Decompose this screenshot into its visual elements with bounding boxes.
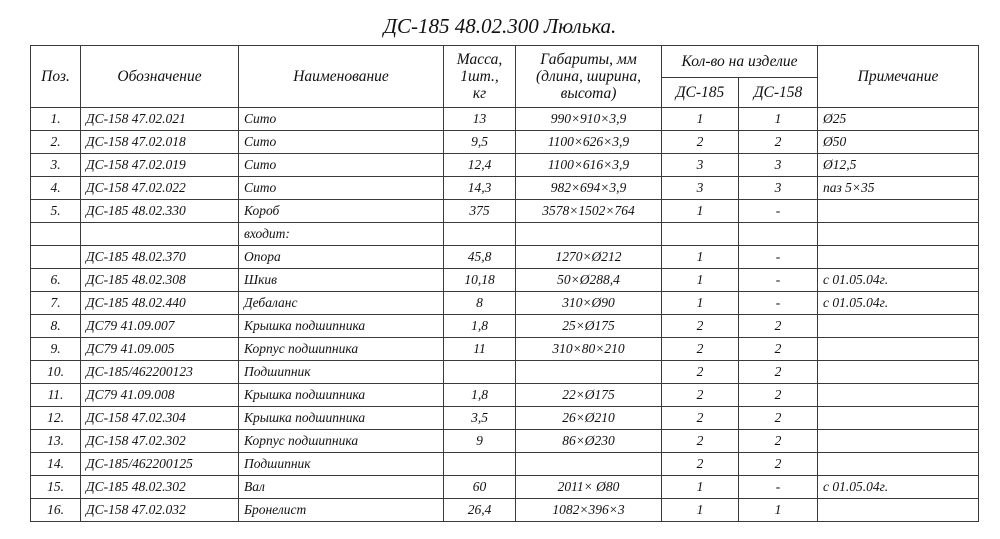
cell-mass: 375 bbox=[444, 200, 516, 223]
cell-qty-ds158: 2 bbox=[739, 361, 818, 384]
cell-pos: 8. bbox=[31, 315, 81, 338]
cell-name: Корпус подшипника bbox=[239, 430, 444, 453]
cell-pos: 16. bbox=[31, 499, 81, 522]
cell-dimensions: 3578×1502×764 bbox=[516, 200, 662, 223]
cell-note bbox=[818, 384, 979, 407]
cell-mass: 26,4 bbox=[444, 499, 516, 522]
cell-note bbox=[818, 200, 979, 223]
cell-qty-ds158: 3 bbox=[739, 177, 818, 200]
header-mass-line2: 1шт., bbox=[460, 68, 499, 85]
cell-name: Подшипник bbox=[239, 453, 444, 476]
cell-name: Сито bbox=[239, 108, 444, 131]
cell-mass: 14,3 bbox=[444, 177, 516, 200]
cell-qty-ds185: 2 bbox=[662, 131, 739, 154]
cell-mass: 8 bbox=[444, 292, 516, 315]
table-row bbox=[31, 384, 979, 407]
cell-name: Бронелист bbox=[239, 499, 444, 522]
cell-note bbox=[818, 315, 979, 338]
cell-mass: 60 bbox=[444, 476, 516, 499]
cell-dimensions: 1082×396×3 bbox=[516, 499, 662, 522]
cell-mass: 45,8 bbox=[444, 246, 516, 269]
cell-pos: 15. bbox=[31, 476, 81, 499]
cell-dimensions: 86×Ø230 bbox=[516, 430, 662, 453]
cell-note: Ø50 bbox=[818, 131, 979, 154]
cell-qty-ds185: 1 bbox=[662, 269, 739, 292]
table-row bbox=[31, 246, 979, 269]
cell-qty-ds185: 1 bbox=[662, 292, 739, 315]
cell-pos: 11. bbox=[31, 384, 81, 407]
table-body bbox=[31, 108, 979, 522]
cell-designation: ДС-185 48.02.330 bbox=[81, 200, 239, 223]
header-dims-line2: (длина, ширина, bbox=[536, 68, 641, 85]
cell-mass: 1,8 bbox=[444, 315, 516, 338]
cell-qty-ds158: 2 bbox=[739, 407, 818, 430]
cell-qty-ds185: 2 bbox=[662, 338, 739, 361]
cell-note: Ø25 bbox=[818, 108, 979, 131]
cell-designation: ДС-185/462200123 bbox=[81, 361, 239, 384]
cell-pos: 13. bbox=[31, 430, 81, 453]
cell-designation: ДС79 41.09.008 bbox=[81, 384, 239, 407]
cell-mass: 11 bbox=[444, 338, 516, 361]
cell-note bbox=[818, 407, 979, 430]
cell-dimensions: 1100×616×3,9 bbox=[516, 154, 662, 177]
table-row bbox=[31, 453, 979, 476]
header-qty-ds158: ДС-158 bbox=[739, 78, 818, 108]
cell-qty-ds185: 2 bbox=[662, 315, 739, 338]
parts-table bbox=[30, 45, 979, 522]
cell-dimensions: 310×Ø90 bbox=[516, 292, 662, 315]
cell-note: с 01.05.04г. bbox=[818, 292, 979, 315]
cell-designation: ДС-158 47.02.019 bbox=[81, 154, 239, 177]
cell-note bbox=[818, 430, 979, 453]
cell-qty-ds158: 2 bbox=[739, 453, 818, 476]
cell-pos: 7. bbox=[31, 292, 81, 315]
cell-dimensions: 990×910×3,9 bbox=[516, 108, 662, 131]
cell-dimensions: 982×694×3,9 bbox=[516, 177, 662, 200]
table-row bbox=[31, 430, 979, 453]
cell-mass bbox=[444, 223, 516, 246]
cell-pos: 2. bbox=[31, 131, 81, 154]
cell-dimensions bbox=[516, 223, 662, 246]
table-row bbox=[31, 131, 979, 154]
cell-qty-ds158: 3 bbox=[739, 154, 818, 177]
header-pos: Поз. bbox=[31, 46, 81, 108]
cell-dimensions: 1270×Ø212 bbox=[516, 246, 662, 269]
cell-note: с 01.05.04г. bbox=[818, 269, 979, 292]
cell-designation: ДС-185 48.02.302 bbox=[81, 476, 239, 499]
cell-designation: ДС-185 48.02.370 bbox=[81, 246, 239, 269]
cell-name: Крышка подшипника bbox=[239, 384, 444, 407]
cell-designation: ДС-158 47.02.022 bbox=[81, 177, 239, 200]
cell-qty-ds158: 2 bbox=[739, 338, 818, 361]
header-mass-line1: Масса, bbox=[456, 51, 503, 68]
cell-name: Крышка подшипника bbox=[239, 407, 444, 430]
cell-designation: ДС79 41.09.005 bbox=[81, 338, 239, 361]
cell-qty-ds158 bbox=[739, 223, 818, 246]
header-quantity: Кол-во на изделие bbox=[662, 46, 818, 78]
cell-qty-ds158: 2 bbox=[739, 430, 818, 453]
cell-name: Вал bbox=[239, 476, 444, 499]
cell-mass: 13 bbox=[444, 108, 516, 131]
cell-mass: 9 bbox=[444, 430, 516, 453]
header-mass bbox=[444, 46, 516, 108]
cell-note bbox=[818, 338, 979, 361]
cell-qty-ds158: - bbox=[739, 269, 818, 292]
cell-pos: 3. bbox=[31, 154, 81, 177]
cell-name: Крышка подшипника bbox=[239, 315, 444, 338]
cell-designation: ДС-158 47.02.018 bbox=[81, 131, 239, 154]
cell-qty-ds158: - bbox=[739, 476, 818, 499]
cell-mass bbox=[444, 453, 516, 476]
cell-name: Сито bbox=[239, 177, 444, 200]
cell-qty-ds185: 3 bbox=[662, 177, 739, 200]
header-designation: Обозначение bbox=[81, 46, 239, 108]
cell-name: Дебаланс bbox=[239, 292, 444, 315]
cell-name: Подшипник bbox=[239, 361, 444, 384]
cell-dimensions: 25×Ø175 bbox=[516, 315, 662, 338]
cell-dimensions bbox=[516, 453, 662, 476]
cell-designation: ДС-185 48.02.308 bbox=[81, 269, 239, 292]
header-dimensions bbox=[516, 46, 662, 108]
cell-qty-ds185: 2 bbox=[662, 384, 739, 407]
cell-mass: 9,5 bbox=[444, 131, 516, 154]
cell-qty-ds158: - bbox=[739, 292, 818, 315]
cell-pos: 12. bbox=[31, 407, 81, 430]
cell-pos bbox=[31, 223, 81, 246]
cell-mass: 3,5 bbox=[444, 407, 516, 430]
cell-designation: ДС79 41.09.007 bbox=[81, 315, 239, 338]
cell-pos: 10. bbox=[31, 361, 81, 384]
cell-name: Опора bbox=[239, 246, 444, 269]
table-row bbox=[31, 476, 979, 499]
cell-dimensions: 22×Ø175 bbox=[516, 384, 662, 407]
table-row bbox=[31, 269, 979, 292]
table-row bbox=[31, 315, 979, 338]
cell-mass: 12,4 bbox=[444, 154, 516, 177]
cell-dimensions: 1100×626×3,9 bbox=[516, 131, 662, 154]
cell-name: входит: bbox=[239, 223, 444, 246]
cell-pos: 14. bbox=[31, 453, 81, 476]
cell-note bbox=[818, 246, 979, 269]
cell-name: Сито bbox=[239, 131, 444, 154]
cell-name: Сито bbox=[239, 154, 444, 177]
cell-pos: 4. bbox=[31, 177, 81, 200]
cell-name: Корпус подшипника bbox=[239, 338, 444, 361]
cell-qty-ds185: 1 bbox=[662, 246, 739, 269]
header-name: Наименование bbox=[239, 46, 444, 108]
table-row bbox=[31, 223, 979, 246]
cell-dimensions: 50×Ø288,4 bbox=[516, 269, 662, 292]
cell-pos bbox=[31, 246, 81, 269]
table-row bbox=[31, 200, 979, 223]
cell-mass: 1,8 bbox=[444, 384, 516, 407]
cell-dimensions: 310×80×210 bbox=[516, 338, 662, 361]
table-row bbox=[31, 292, 979, 315]
cell-name: Короб bbox=[239, 200, 444, 223]
cell-designation: ДС-158 47.02.021 bbox=[81, 108, 239, 131]
cell-qty-ds185: 1 bbox=[662, 476, 739, 499]
cell-designation: ДС-185/462200125 bbox=[81, 453, 239, 476]
table-row bbox=[31, 154, 979, 177]
cell-dimensions bbox=[516, 361, 662, 384]
cell-note: Ø12,5 bbox=[818, 154, 979, 177]
header-row bbox=[31, 46, 979, 78]
cell-pos: 9. bbox=[31, 338, 81, 361]
table-row bbox=[31, 361, 979, 384]
cell-note: с 01.05.04г. bbox=[818, 476, 979, 499]
cell-designation: ДС-158 47.02.032 bbox=[81, 499, 239, 522]
cell-pos: 5. bbox=[31, 200, 81, 223]
cell-qty-ds185: 3 bbox=[662, 154, 739, 177]
cell-pos: 1. bbox=[31, 108, 81, 131]
cell-qty-ds185: 1 bbox=[662, 499, 739, 522]
header-mass-line3: кг bbox=[472, 85, 487, 102]
cell-qty-ds158: 1 bbox=[739, 499, 818, 522]
table-row bbox=[31, 108, 979, 131]
cell-qty-ds158: - bbox=[739, 200, 818, 223]
header-qty-ds185: ДС-185 bbox=[662, 78, 739, 108]
cell-designation: ДС-158 47.02.302 bbox=[81, 430, 239, 453]
cell-qty-ds185: 2 bbox=[662, 430, 739, 453]
cell-designation: ДС-158 47.02.304 bbox=[81, 407, 239, 430]
cell-qty-ds158: 1 bbox=[739, 108, 818, 131]
cell-name: Шкив bbox=[239, 269, 444, 292]
table-row bbox=[31, 407, 979, 430]
cell-qty-ds185: 1 bbox=[662, 200, 739, 223]
header-dims-line1: Габариты, мм bbox=[540, 51, 637, 68]
cell-note: паз 5×35 bbox=[818, 177, 979, 200]
cell-qty-ds185: 2 bbox=[662, 453, 739, 476]
cell-mass bbox=[444, 361, 516, 384]
header-note: Примечание bbox=[818, 46, 979, 108]
cell-note bbox=[818, 453, 979, 476]
cell-qty-ds158: 2 bbox=[739, 131, 818, 154]
cell-dimensions: 2011× Ø80 bbox=[516, 476, 662, 499]
table-row bbox=[31, 338, 979, 361]
cell-designation: ДС-185 48.02.440 bbox=[81, 292, 239, 315]
cell-qty-ds185: 2 bbox=[662, 361, 739, 384]
header-dims-line3: высота) bbox=[560, 85, 617, 102]
cell-qty-ds185: 1 bbox=[662, 108, 739, 131]
cell-mass: 10,18 bbox=[444, 269, 516, 292]
cell-note bbox=[818, 361, 979, 384]
table-row bbox=[31, 499, 979, 522]
cell-dimensions: 26×Ø210 bbox=[516, 407, 662, 430]
document-title: ДС-185 48.02.300 Люлька. bbox=[383, 14, 617, 38]
cell-qty-ds158: 2 bbox=[739, 315, 818, 338]
table-row bbox=[31, 177, 979, 200]
cell-qty-ds185 bbox=[662, 223, 739, 246]
cell-qty-ds185: 2 bbox=[662, 407, 739, 430]
cell-note bbox=[818, 223, 979, 246]
cell-note bbox=[818, 499, 979, 522]
cell-designation bbox=[81, 223, 239, 246]
cell-qty-ds158: 2 bbox=[739, 384, 818, 407]
cell-pos: 6. bbox=[31, 269, 81, 292]
cell-qty-ds158: - bbox=[739, 246, 818, 269]
